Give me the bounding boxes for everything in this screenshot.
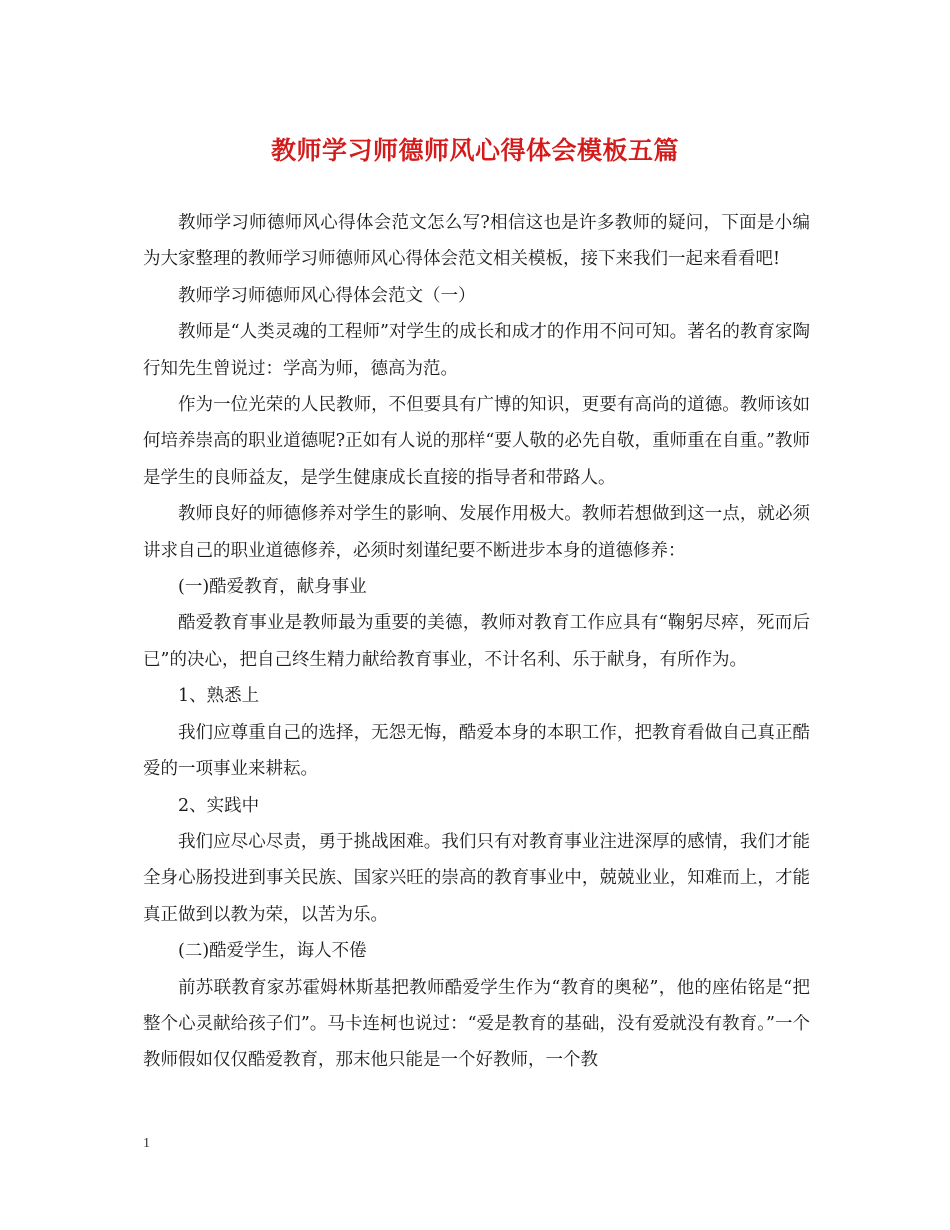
body-paragraph: 教师良好的师德修养对学生的影响、发展作用极大。教师若想做到这一点，就必须讲求自己的职业道德修养，必须时刻谨纪要不断进步本身的道德修养： [143, 504, 810, 561]
body-paragraph: 我们应尽心尽责，勇于挑战困难。我们只有对教育事业注进深厚的感情，我们才能全身心肠投进到事关民族、国家兴旺的崇高的教育事业中，兢兢业业，知难而上，才能真正做到以教为荣，以苦为乐。 [143, 831, 810, 925]
page-number: 1 [143, 1136, 150, 1151]
list-heading-practice: 2、实践中 [178, 795, 260, 816]
document-body [143, 205, 810, 1079]
body-paragraph: 我们应尊重自己的选择，无怨无悔，酷爱本身的本职工作，把教育看做自己真正酷爱的一项事业来耕耘。 [143, 722, 810, 780]
body-paragraph: 酷爱教育事业是教师最为重要的美德，教师对教育工作应具有“鞠躬尽瘁，死而后已”的决心，把自己终生精力献给教育事业，不计名利、乐于献身，有所作为。 [143, 613, 810, 670]
section-heading-sample-one: 教师学习师德师风心得体会范文（一） [178, 285, 476, 306]
body-paragraph: 前苏联教育家苏霍姆林斯基把教师酷爱学生作为“教育的奥秘”，他的座佑铭是“把整个心灵献给孩子们”。马卡连柯也说过：“爱是教育的基础，没有爱就没有教育。”一个教师假如仅仅酷爱教育，那末他只能是一个好教师，一个教 [143, 977, 810, 1071]
body-paragraph: 作为一位光荣的人民教师，不但要具有广博的知识，更要有高尚的道德。教师该如何培养崇高的职业道德呢?正如有人说的那样“要人敬的必先自敬，重师重在自重。”教师是学生的良师益友，是学生健康成长直接的指导者和带路人。 [143, 395, 810, 488]
body-paragraph: 教师是“人类灵魂的工程师”对学生的成长和成才的作用不问可知。著名的教育家陶行知先生曾说过：学高为师，德高为范。 [143, 322, 810, 379]
subheading-love-students: (二)酷爱学生，诲人不倦 [178, 941, 367, 962]
document-title: 教师学习师德师风心得体会模板五篇 [270, 136, 679, 165]
subheading-love-education: (一)酷爱教育，献身事业 [178, 577, 367, 598]
intro-paragraph: 教师学习师德师风心得体会范文怎么写?相信这也是许多教师的疑问，下面是小编为大家整理的教师学习师德师风心得体会范文相关模板，接下来我们一起来看看吧! [143, 213, 810, 270]
list-heading-understanding: 1、熟悉上 [178, 686, 260, 707]
